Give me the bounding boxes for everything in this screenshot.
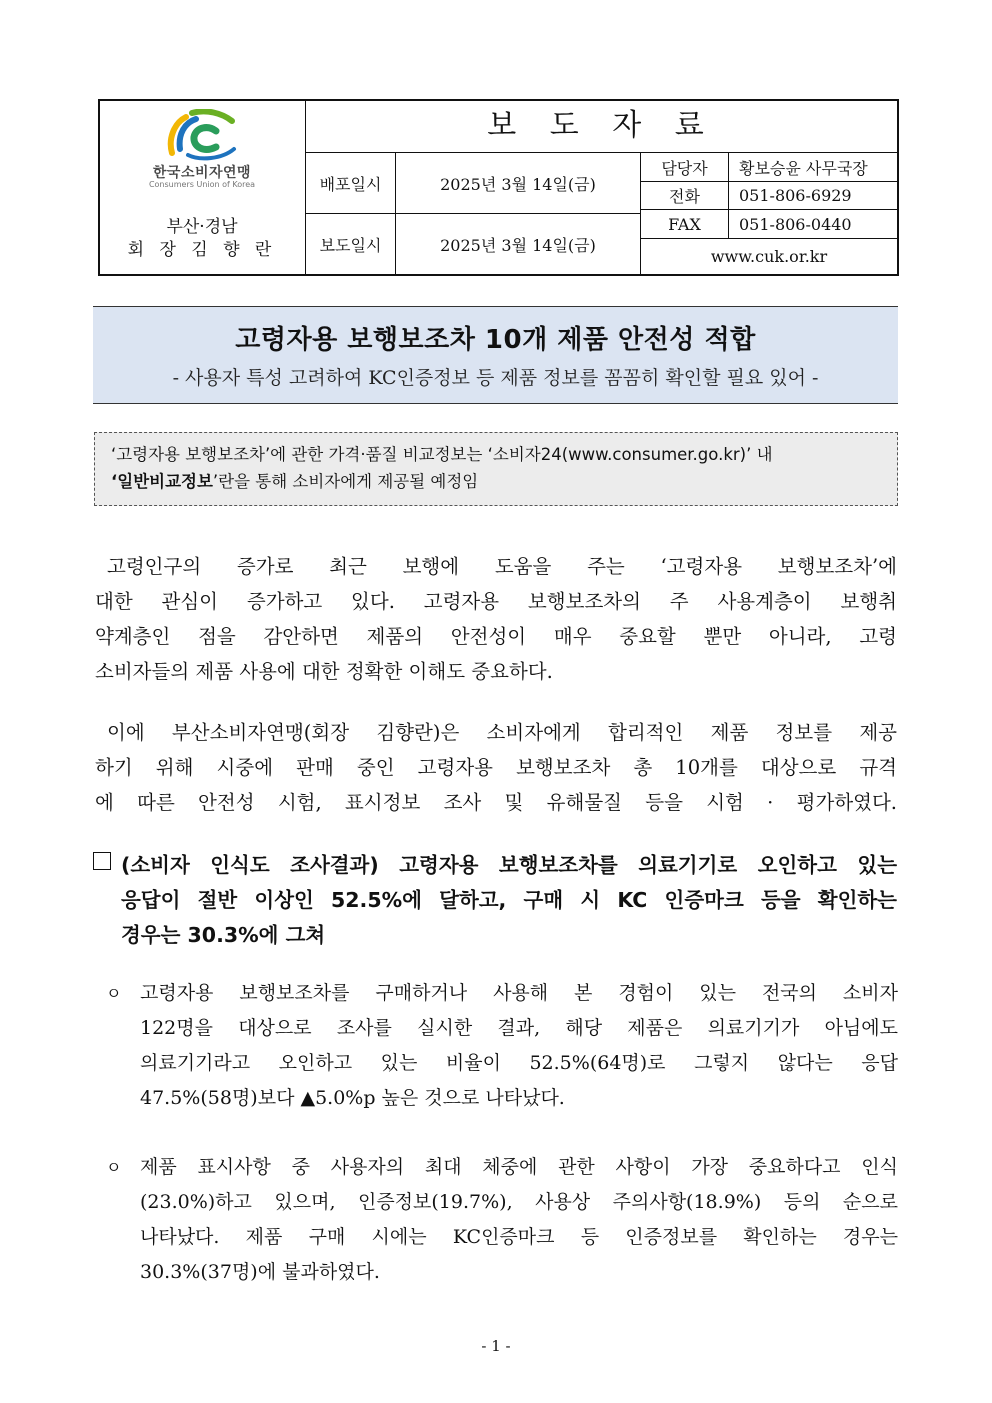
checkbox-square-icon (93, 852, 111, 870)
release-label: 보도일시 (306, 214, 396, 274)
page-number: - 1 - (481, 1337, 511, 1355)
paragraph-line: 대한 관심이 증가하고 있다. 고령자용 보행보조차의 주 사용계층이 보행취 (95, 590, 897, 613)
paragraph-line: 하기 위해 시중에 판매 중인 고령자용 보행보조차 총 10개를 대상으로 규격 (95, 756, 897, 779)
paragraph-line: 소비자들의 제품 사용에 대한 정확한 이해도 중요하다. (95, 660, 553, 683)
contact-label: 담당자 (641, 153, 729, 182)
bullet-line: 의료기기라고 오인하고 있는 비율이 52.5%(64명)로 그렇지 않다는 응답 (140, 1052, 898, 1074)
bullet-item (106, 1150, 898, 1290)
survey-paragraph (95, 715, 897, 820)
logo-name-korean: 한국소비자연맹 (152, 165, 252, 181)
bullet-line: 47.5%(58명)보다 ▲5.0%p 높은 것으로 나타났다. (140, 1087, 565, 1109)
bullet-line: 제품 표시사항 중 사용자의 최대 체중에 관한 사항이 가장 중요하다고 인식 (140, 1156, 898, 1178)
section-line: 경우는 30.3%에 그쳐 (121, 923, 326, 947)
comparison-info-note (94, 432, 898, 506)
website-link[interactable]: www.cuk.or.kr (710, 247, 828, 266)
paragraph-line: 에 따른 안전성 시험, 표시정보 조사 및 유해물질 등을 시험 · 평가하였다. (95, 791, 897, 814)
paragraph-line: 고령인구의 증가로 최근 보행에 도움을 주는 ‘고령자용 보행보조차’에 (107, 555, 897, 578)
document-type-title: 보 도 자 료 (306, 101, 897, 153)
circle-bullet-icon: ㅇ (106, 984, 122, 1003)
phone-label: 전화 (641, 182, 729, 210)
bullet-item (106, 976, 898, 1116)
logo-name-english: Consumers Union of Korea (148, 180, 256, 189)
fax-value: 051-806-0440 (729, 210, 897, 239)
release-date: 2025년 3월 14일(금) (396, 214, 641, 274)
president-name: 회 장 김 향 란 (127, 240, 277, 260)
note-text-part2: ’란을 통해 소비자에게 제공될 예정임 (212, 472, 479, 491)
note-text-part1: ‘고령자용 보행보조차’에 관한 가격·품질 비교정보는 ‘소비자24(www.consumer.go.kr)’ 내 (111, 445, 773, 464)
section-line: (소비자 인식도 조사결과) 고령자용 보행보조차를 의료기기로 오인하고 있는 (121, 853, 897, 877)
distribution-label: 배포일시 (306, 153, 396, 214)
phone-value[interactable]: 051-806-6929 (729, 182, 897, 210)
circle-bullet-icon: ㅇ (106, 1158, 122, 1177)
consumers-union-logo (166, 109, 238, 161)
distribution-date: 2025년 3월 14일(금) (396, 153, 641, 214)
bullet-line: 나타났다. 제품 구매 시에는 KC인증마크 등 인증정보를 확인하는 경우는 (140, 1226, 898, 1248)
headline-title: 고령자용 보행보조차 10개 제품 안전성 적합 (235, 325, 756, 355)
paragraph-line: 이에 부산소비자연맹(회장 김향란)은 소비자에게 합리적인 제품 정보를 제공 (107, 721, 897, 744)
headline-subtitle: - 사용자 특성 고려하여 KC인증정보 등 제품 정보를 꼼꼼히 확인할 필요 있어 - (172, 367, 819, 389)
bullet-line: 고령자용 보행보조차를 구매하거나 사용해 본 경험이 있는 전국의 소비자 (140, 982, 898, 1004)
bullet-line: 30.3%(37명)에 불과하였다. (140, 1261, 380, 1283)
press-release-header (98, 99, 899, 276)
region-label: 부산·경남 (166, 217, 238, 237)
fax-label: FAX (641, 210, 729, 239)
section-line: 응답이 절반 이상인 52.5%에 달하고, 구매 시 KC 인증마크 등을 확인하는 (121, 888, 897, 912)
headline-box (93, 306, 898, 404)
intro-paragraph (95, 549, 897, 689)
bullet-line: (23.0%)하고 있으며, 인증정보(19.7%), 사용상 주의사항(18.9%) 등의 순으로 (140, 1191, 898, 1213)
note-text-bold: ‘일반비교정보 (111, 472, 213, 491)
contact-value: 황보승윤 사무국장 (729, 153, 897, 182)
bullet-line: 122명을 대상으로 조사를 실시한 결과, 해당 제품은 의료기기가 아님에도 (140, 1017, 898, 1039)
organization-cell (100, 101, 306, 274)
paragraph-line: 약계층인 점을 감안하면 제품의 안전성이 매우 중요할 뿐만 아니라, 고령 (95, 625, 897, 648)
